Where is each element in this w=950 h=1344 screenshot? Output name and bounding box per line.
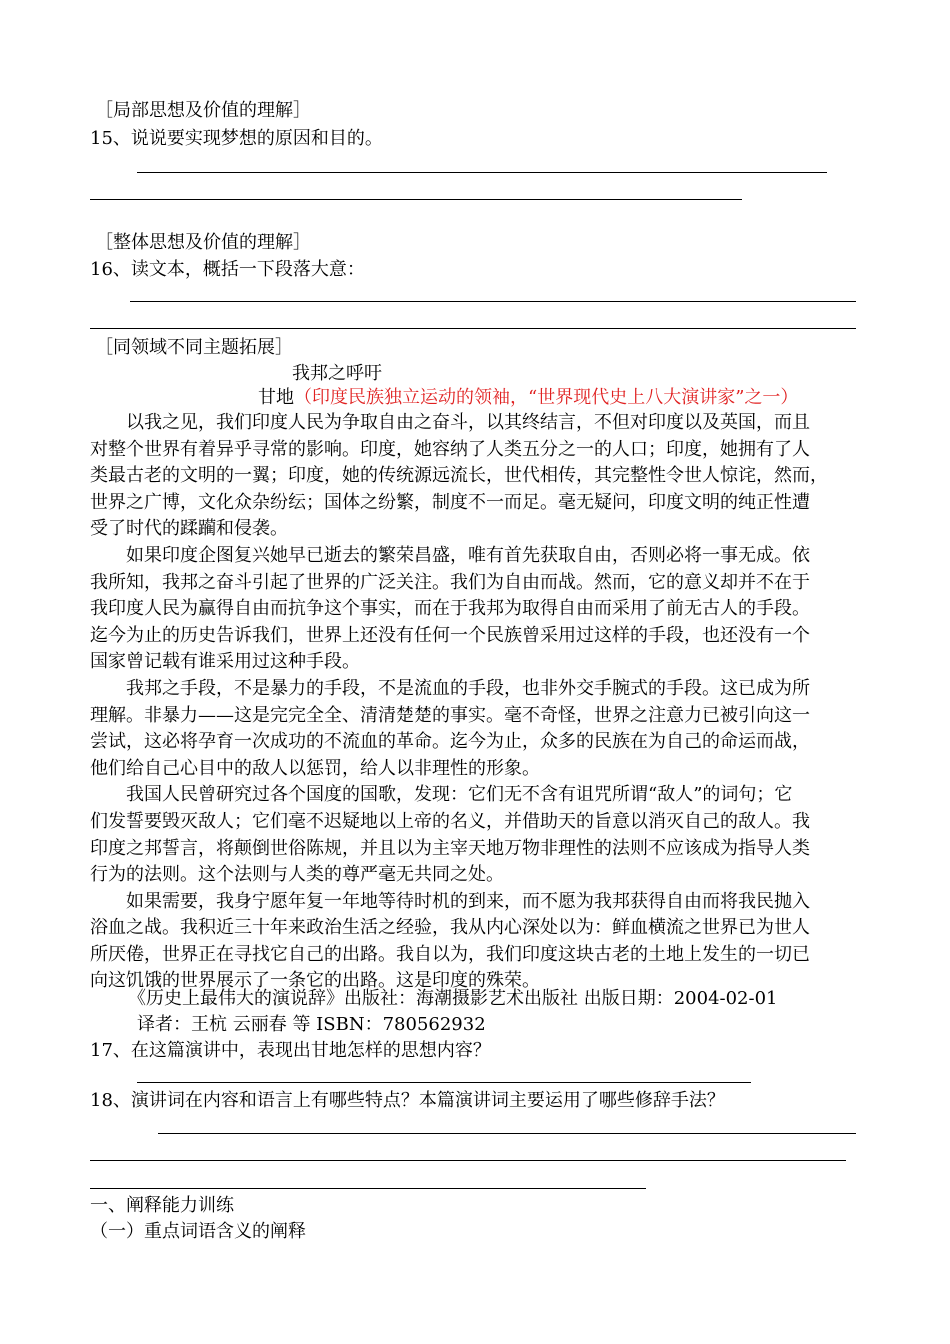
article-line: 行为的法则。这个法则与人类的尊严毫无共同之处。 <box>90 864 504 886</box>
answer-line <box>90 1188 646 1189</box>
section-heading-local: ［局部思想及价值的理解］ <box>95 100 311 121</box>
training-subheading: （一）重点词语含义的阐释 <box>90 1221 306 1242</box>
article-line: 向这饥饿的世界展示了一条它的出路。这是印度的殊荣。 <box>90 970 540 992</box>
article-author: 甘地 <box>258 387 294 408</box>
article-line: 们发誓要毁灭敌人；它们毫不迟疑地以上帝的名义，并借助天的旨意以消灭自己的敌人。我 <box>90 810 810 832</box>
article-line: 我邦之手段，不是暴力的手段，不是流血的手段，也非外交手腕式的手段。这已成为所 <box>90 677 810 699</box>
article-line: 尝试，这必将孕育一次成功的不流血的革命。迄今为止，众多的民族在为自己的命运而战， <box>90 731 810 753</box>
answer-line <box>90 1160 846 1161</box>
article-line: 如果印度企图复兴她早已逝去的繁荣昌盛，唯有首先获取自由，否则必将一事无成。依 <box>90 544 810 566</box>
article-title: 我邦之呼吁 <box>292 363 382 384</box>
translator-line: 译者：王杭 云丽春 等 ISBN：780562932 <box>137 1014 486 1035</box>
article-line: 我国人民曾研究过各个国度的国歌，发现：它们无不含有诅咒所谓“敌人”的词句；它 <box>90 784 793 806</box>
question-17: 17、在这篇演讲中，表现出甘地怎样的思想内容？ <box>90 1040 491 1061</box>
question-16: 16、读文本，概括一下段落大意： <box>90 259 365 280</box>
question-15: 15、说说要实现梦想的原因和目的。 <box>90 128 383 149</box>
article-line: 以我之见，我们印度人民为争取自由之奋斗，以其终结言，不但对印度以及英国，而且 <box>90 412 810 433</box>
source-line: 《历史上最伟大的演说辞》出版社：海潮摄影艺术出版社 出版日期：2004-02-01 <box>128 988 778 1009</box>
answer-line <box>90 328 856 329</box>
article-line: 我印度人民为赢得自由而抗争这个事实，而在于我邦为取得自由而采用了前无古人的手段。 <box>90 598 810 620</box>
training-heading: 一、阐释能力训练 <box>90 1195 234 1216</box>
article-line: 迄今为止的历史告诉我们，世界上还没有任何一个民族曾采用过这样的手段，也还没有一个 <box>90 624 810 646</box>
answer-line <box>90 199 742 200</box>
article-line: 受了时代的蹂躏和侵袭。 <box>90 518 288 540</box>
article-line: 如果需要，我身宁愿年复一年地等待时机的到来，而不愿为我邦获得自由而将我民抛入 <box>90 890 810 912</box>
section-heading-whole: ［整体思想及价值的理解］ <box>95 232 311 253</box>
answer-line <box>158 1133 856 1134</box>
article-line: 国家曾记载有谁采用过这种手段。 <box>90 651 360 673</box>
article-line: 对整个世界有着异乎寻常的影响。印度，她容纳了人类五分之一的人口；印度，她拥有了人 <box>90 438 810 460</box>
section-heading-extend: ［同领域不同主题拓展］ <box>95 337 293 358</box>
article-line: 我所知，我邦之奋斗引起了世界的广泛关注。我们为自由而战。然而，它的意义却并不在于 <box>90 571 810 593</box>
question-18: 18、演讲词在内容和语言上有哪些特点？本篇演讲词主要运用了哪些修辞手法？ <box>90 1090 725 1111</box>
answer-line <box>130 301 856 302</box>
answer-line <box>137 172 827 173</box>
article-body <box>90 410 860 995</box>
author-note: （印度民族独立运动的领袖，“世界现代史上八大演讲家”之一） <box>294 387 799 408</box>
article-line: 所厌倦，世界正在寻找它自己的出路。我自以为，我们印度这块古老的土地上发生的一切已 <box>90 943 810 965</box>
answer-line <box>137 1082 751 1083</box>
article-line: 世界之广博，文化众杂纷纭；国体之纷繁，制度不一而足。毫无疑问，印度文明的纯正性遭 <box>90 491 810 513</box>
article-line: 印度之邦誓言，将颠倒世俗陈规，并且以为主宰天地万物非理性的法则不应该成为指导人类 <box>90 837 810 859</box>
article-line: 浴血之战。我积近三十年来政治生活之经验，我从内心深处以为：鲜血横流之世界已为世人 <box>90 917 810 939</box>
article-line: 他们给自己心目中的敌人以惩罚，给人以非理性的形象。 <box>90 757 540 779</box>
article-byline <box>258 387 798 409</box>
article-line: 类最古老的文明的一翼；印度，她的传统源远流长，世代相传，其完整性令世人惊诧，然而， <box>90 465 828 487</box>
article-line: 理解。非暴力——这是完完全全、清清楚楚的事实。毫不奇怪，世界之注意力已被引向这一 <box>90 704 810 726</box>
